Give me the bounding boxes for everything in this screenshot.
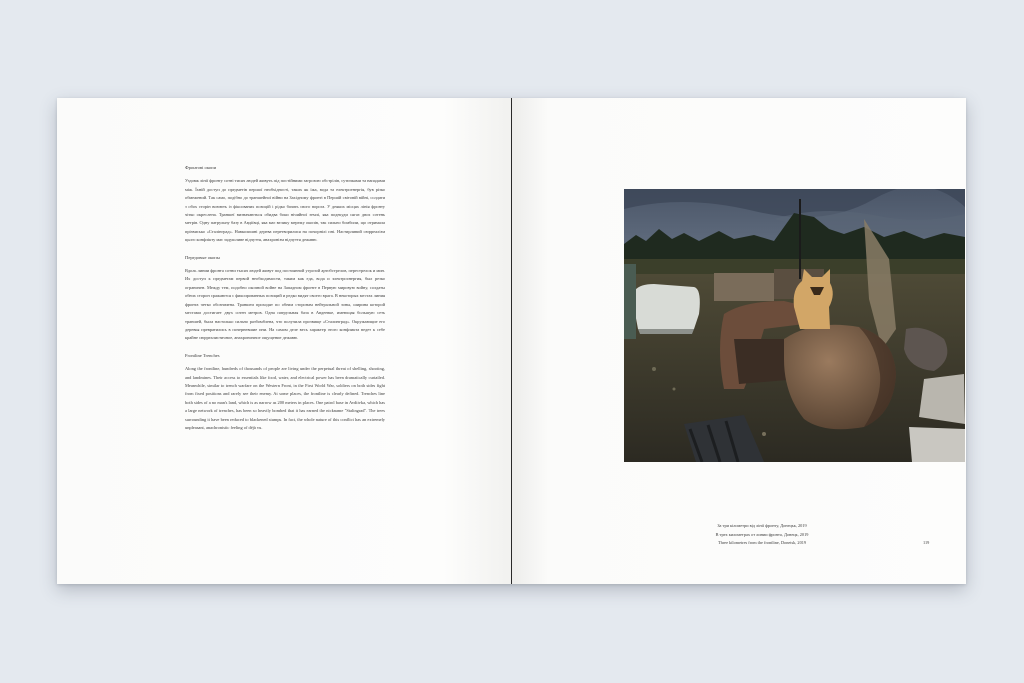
- section-body-russian: Вдоль линии фронта сотни тысяч людей живут под постоянной угрозой артобстрелов, перестрелок и мин. Их доступ к предметам первой необходимости, таким как еда, вода и электроэнергия, был резко ограничен. Между тем, подобно окопной войне на Западном фронте в Первую мировую войну, солдаты обеих сторон сражаются с фиксированных позиций и редко видят своего врага. В некоторых местах линия фронта четко обозначена. Траншеи проходят по обеим сторонам нейтральной зоны, ширина которой местами достигает двух сотен метров. Одна патрульная база в Авдеевке, имеющая большую сеть траншей, была настолько сильно разбомблена, что получила прозвище «Сталинград». Окружающие его деревья превратились в почерневшие пни. На самом деле весь характер этого конфликта ведет к себе крайне сюрреалистичное, анахроничное ощущение дежавю.: [185, 268, 385, 341]
- left-page: [57, 98, 512, 584]
- right-page: [512, 98, 966, 584]
- section-heading-ukrainian: Фронтові окопи: [185, 165, 217, 170]
- section-body-ukrainian: Уздовж лінії фронту сотні тисяч людей живуть під постійними загрозою обстрілів, сутичками та нападами між. Їхній доступ до предметів першої необхідності, таких як їжа, вода та електроенергія, був різко обмежений. Так само, подібно до траншейної війни на Західному фронті в Першій світовій війні, солдати з обох сторін воюють із фіксованих позицій і рідко бачать свого ворога. У деяких місцях лінія фронту чітко окреслена. Траншеї визначаються обидва боки нічийної землі, яка подекуди сягає двох сотень метрів. Одну патрульну базу в Авдіївці, яка має велику мережу окопів, так сильно бомбили, що отримала прізвисько «Сталінград». Навколишні дерева перетворилися на почорнілі пні. Настирливий сюрреалізм цього конфлікту має задушливе відчуття, анахронізм відчуття дежавю.: [185, 178, 385, 243]
- photo-caption: [682, 522, 842, 548]
- book-spread: [57, 98, 966, 584]
- caption-line-english: Three kilometres from the frontline, Donetsk, 2019: [717, 540, 807, 545]
- caption-line-russian: В трех километрах от линии фронта, Донецк, 2019: [715, 531, 809, 537]
- photograph: [624, 189, 965, 462]
- page-number: 119: [923, 540, 930, 545]
- section-heading-english: Frontline Trenches: [185, 352, 220, 358]
- caption-line-ukrainian: За три кілометри від лінії фронту, Донецьк, 2019: [717, 523, 807, 528]
- section-heading-russian: Передовые окопы: [185, 254, 220, 260]
- photo-image: [624, 189, 965, 462]
- text-column: [185, 164, 385, 441]
- section-body-english: Along the frontline, hundreds of thousands of people are living under the perpetual threat of shelling, shooting, and landmines. Their access to essentials like food, water, and electrical power has been dramatically curtailed. Meanwhile, similar to trench warfare on the Western Front, in the First World War, soldiers on both sides fight from fixed positions and rarely see their enemy. At some places, the frontline is clearly defined. Trenches line both sides of a no man's land, which is as narrow as 200 meters in places. One patrol base in Avdiivka, which has a large network of trenches, has been so heavily bombed that it has earned the nickname "Stalingrad". The trees surrounding it have been reduced to blackened stumps. In fact, the whole nature of this conflict has an extremely unpleasant, anachronistic feeling of déjà vu.: [185, 366, 385, 430]
